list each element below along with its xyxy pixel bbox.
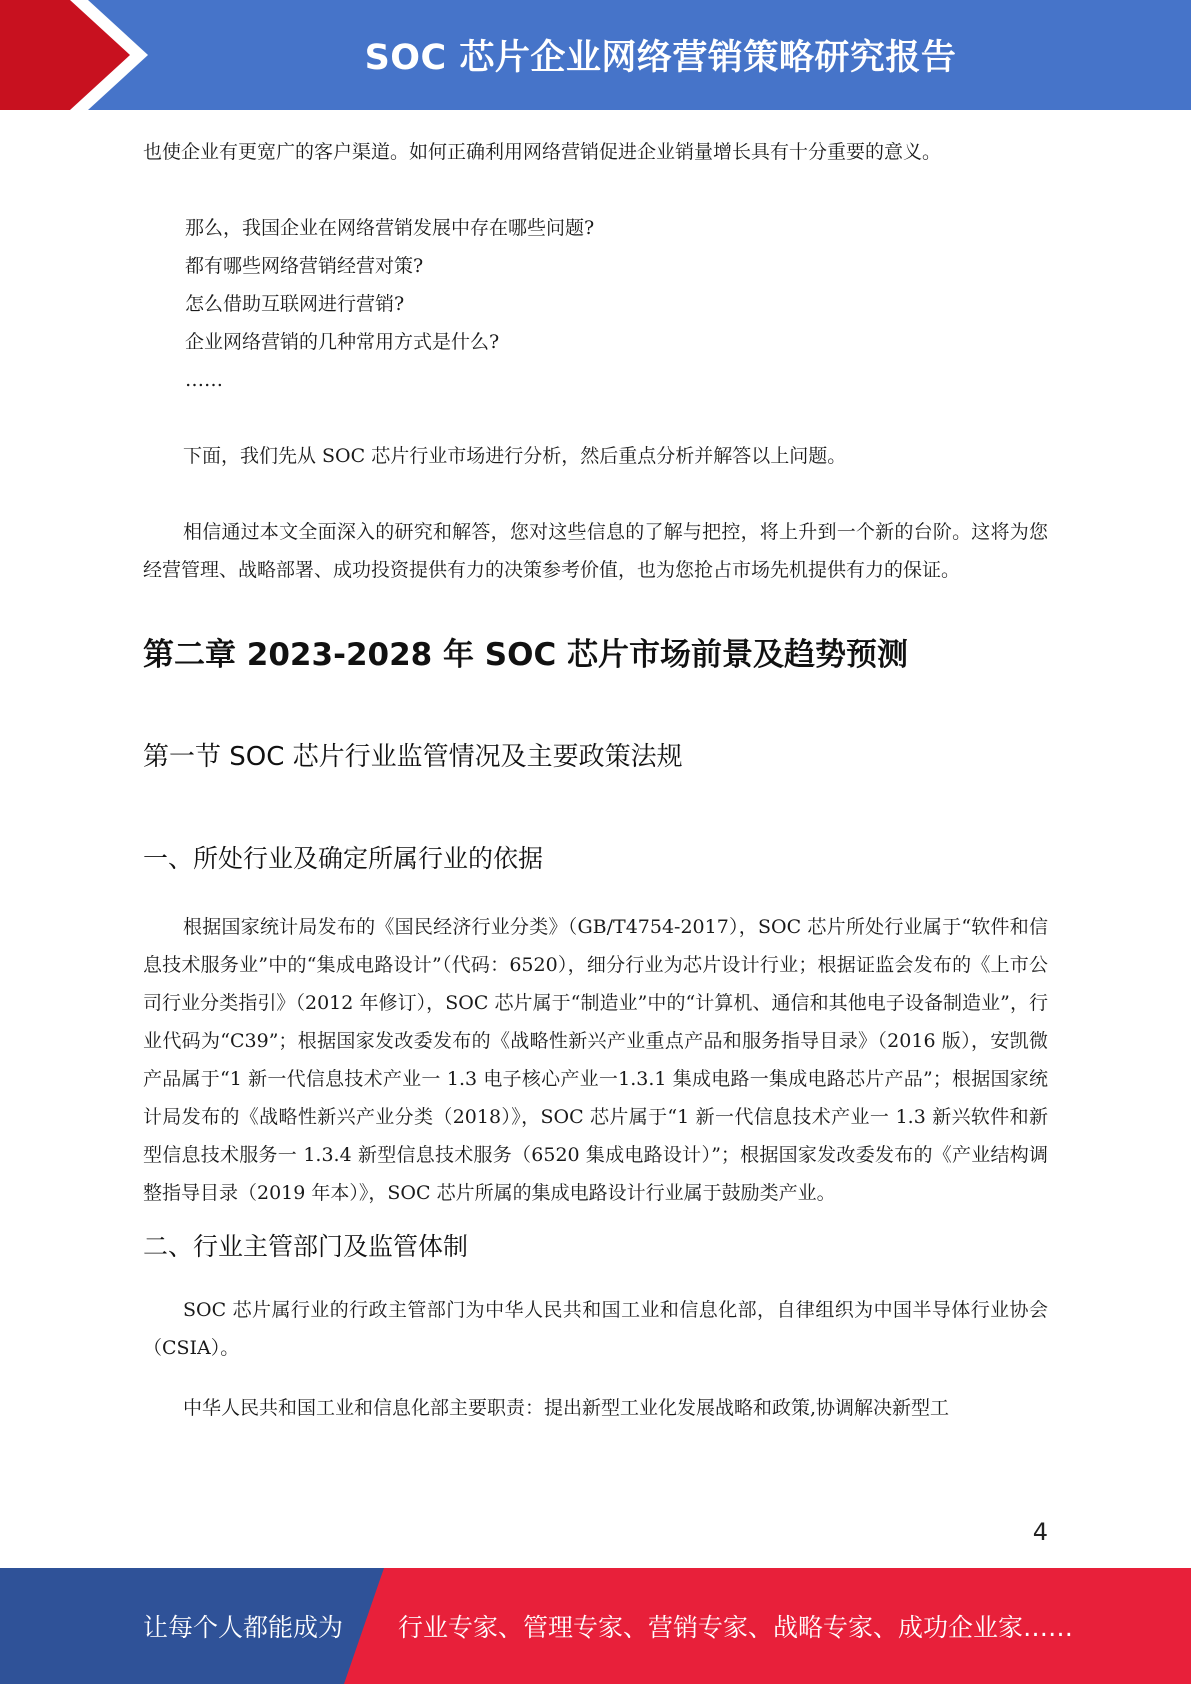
report-title: SOC 芯片企业网络营销策略研究报告: [364, 38, 957, 78]
page-footer: [0, 1568, 1191, 1684]
miit-duties-paragraph: 中华人民共和国工业和信息化部主要职责：提出新型工业化发展战略和政策,协调解决新型工: [183, 1397, 950, 1419]
regulator-paragraph: SOC 芯片属行业的行政主管部门为中华人民共和国工业和信息化部，自律组织为中国半导体行业协会（CSIA）。: [143, 1299, 1048, 1359]
analysis-paragraph: 下面，我们先从 SOC 芯片行业市场进行分析，然后重点分析并解答以上问题。: [183, 445, 847, 467]
question-item: 都有哪些网络营销经营对策?: [185, 255, 424, 277]
believe-paragraph: 相信通过本文全面深入的研究和解答，您对这些信息的了解与把控，将上升到一个新的台阶。这将为您经营管理、战略部署、成功投资提供有力的决策参考价值，也为您抢占市场先机提供有力的保证。: [143, 521, 1048, 581]
subsection-title-1: 一、所处行业及确定所属行业的依据: [143, 844, 544, 873]
page-content: [143, 133, 1048, 1427]
question-item: 企业网络营销的几种常用方式是什么?: [185, 331, 500, 353]
chapter-title: 第二章 2023-2028 年 SOC 芯片市场前景及趋势预测: [143, 637, 909, 673]
footer-slogan-left: 让每个人都能成为: [143, 1613, 344, 1642]
question-item: 那么，我国企业在网络营销发展中存在哪些问题?: [185, 217, 595, 239]
header-arrow-decoration: [0, 0, 160, 110]
page-header: [0, 0, 1191, 110]
question-list: [143, 209, 1048, 399]
intro-continuation: 也使企业有更宽广的客户渠道。如何正确利用网络营销促进企业销量增长具有十分重要的意义。: [143, 141, 942, 163]
question-item: ……: [185, 369, 223, 391]
question-item: 怎么借助互联网进行营销?: [185, 293, 405, 315]
page-number: 4: [1032, 1518, 1048, 1546]
industry-classification-paragraph: 根据国家统计局发布的《国民经济行业分类》（GB/T4754-2017），SOC 芯片所处行业属于“软件和信息技术服务业”中的“集成电路设计”（代码：6520），细分行业为芯片设计行业；根据证监会发布的《上市公司行业分类指引》（2012 年修订），SOC 芯片属于“制造业”中的“计算机、通信和其他电子设备制造业”，行业代码为“C39”；根据国家发改委发布的《战略性新兴产业重点产品和服务指导目录》（2016 版），安凯微产品属于“1 新一代信息技术产业一 1.3 电子核心产业一1.3.1 集成电路一集成电路芯片产品”；根据国家统计局发布的《战略性新兴产业分类（2018）》，SOC 芯片属于“1 新一代信息技术产业一 1.3 新兴软件和新型信息技术服务一 1.3.4 新型信息技术服务（6520 集成电路设计）”；根据国家发改委发布的《产业结构调整指导目录（2019 年本）》，SOC 芯片所属的集成电路设计行业属于鼓励类产业。: [143, 916, 1048, 1204]
subsection-title-2: 二、行业主管部门及监管体制: [143, 1232, 469, 1261]
footer-slogan-right: 行业专家、管理专家、营销专家、战略专家、成功企业家……: [398, 1613, 1074, 1642]
section-title: 第一节 SOC 芯片行业监管情况及主要政策法规: [143, 742, 683, 772]
